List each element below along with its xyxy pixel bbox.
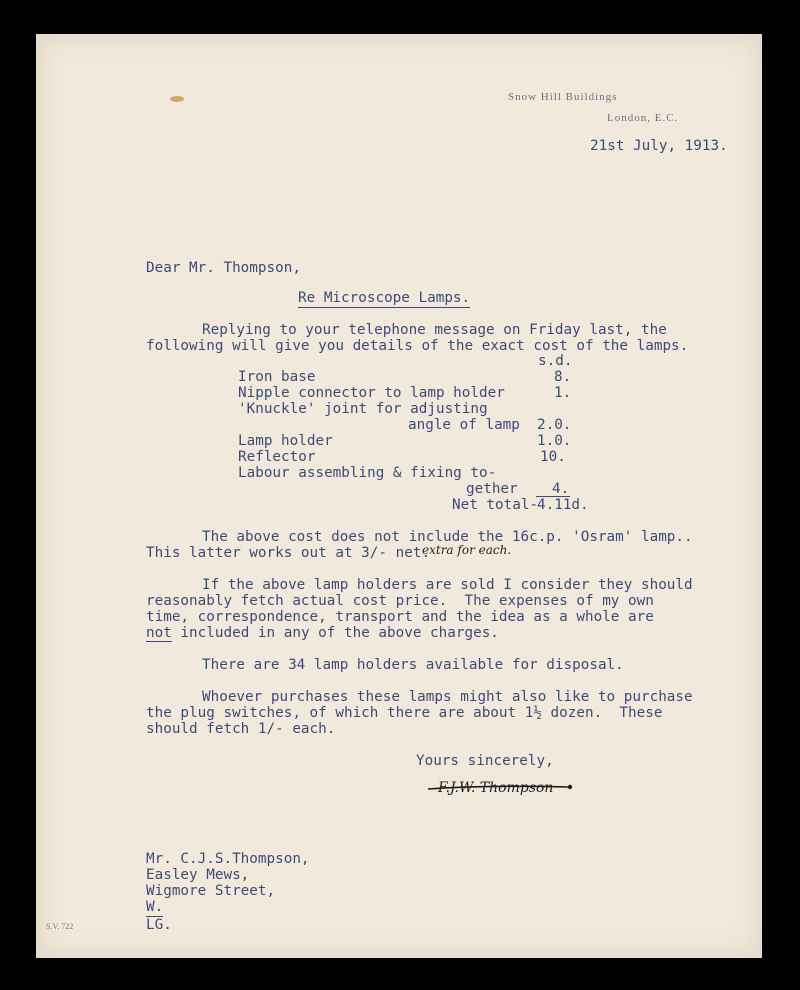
para2-line-2: reasonably fetch actual cost price. The expenses of my own — [146, 593, 654, 609]
form-code: S.V. 722 — [46, 922, 74, 931]
closing: Yours sincerely, — [416, 753, 554, 769]
para3-line: There are 34 lamp holders available for disposal. — [202, 657, 624, 673]
salutation: Dear Mr. Thompson, — [146, 260, 301, 276]
underlined-word: not — [146, 625, 172, 641]
para1-line-1: The above cost does not include the 16c.p. 'Osram' lamp.. — [202, 529, 693, 545]
cost-item-label: Iron base — [238, 369, 316, 385]
para2-line-4-rest: included in any of the above charges. — [171, 625, 499, 641]
cost-unit-header: s.d. — [538, 353, 573, 369]
address-line-3: Wigmore Street, — [146, 883, 276, 899]
paper-stain — [170, 96, 184, 102]
net-total-value: 4.11d. — [537, 497, 589, 513]
address-line-4: W. — [146, 899, 164, 915]
cost-item-value: 8. — [554, 369, 572, 385]
address-line-2: Easley Mews, — [146, 867, 250, 883]
para4-line-1: Whoever purchases these lamps might also like to purchase — [202, 689, 693, 705]
cost-item-label: Nipple connector to lamp holder — [238, 385, 505, 401]
cost-item-value: 1. — [554, 385, 572, 401]
para4-line-2: the plug switches, of which there are about 1½ dozen. These — [146, 705, 663, 721]
cost-item-label: Reflector — [238, 449, 316, 465]
para2-line-1: If the above lamp holders are sold I consider they should — [202, 577, 693, 593]
cost-item-value: 4. — [552, 481, 570, 497]
net-total-label: Net total- — [452, 497, 539, 513]
letterhead-line-1: Snow Hill Buildings — [508, 91, 618, 103]
cost-item-value: 10. — [540, 449, 566, 465]
cost-item-value: 1.0. — [537, 433, 572, 449]
letter-date: 21st July, 1913. — [590, 138, 728, 154]
letter-paper — [36, 34, 762, 958]
cost-item-value: 2.0. — [537, 417, 572, 433]
cost-item-label: angle of lamp — [408, 417, 520, 433]
cost-item-label: gether — [466, 481, 518, 497]
cost-item-label: 'Knuckle' joint for adjusting — [238, 401, 488, 417]
signature-underline — [426, 775, 576, 795]
signature: F.J.W. Thompson — [438, 780, 554, 796]
para2-line-4 — [146, 625, 499, 642]
para4-line-3: should fetch 1/- each. — [146, 721, 336, 737]
subject-line: Re Microscope Lamps. — [298, 290, 471, 306]
typist-initials: LG. — [146, 917, 172, 933]
cost-item-label: Labour assembling & fixing to- — [238, 465, 497, 481]
intro-line-1: Replying to your telephone message on Friday last, the — [202, 322, 667, 338]
address-line-1: Mr. C.J.S.Thompson, — [146, 851, 310, 867]
cost-item-label: Lamp holder — [238, 433, 333, 449]
handwritten-note: extra for each. — [422, 543, 512, 557]
para2-line-3: time, correspondence, transport and the idea as a whole are — [146, 609, 654, 625]
intro-line-2: following will give you details of the exact cost of the lamps. — [146, 338, 689, 354]
letterhead-line-2: London, E.C. — [607, 112, 679, 124]
para1-line-2: This latter works out at 3/- net. — [146, 545, 431, 561]
